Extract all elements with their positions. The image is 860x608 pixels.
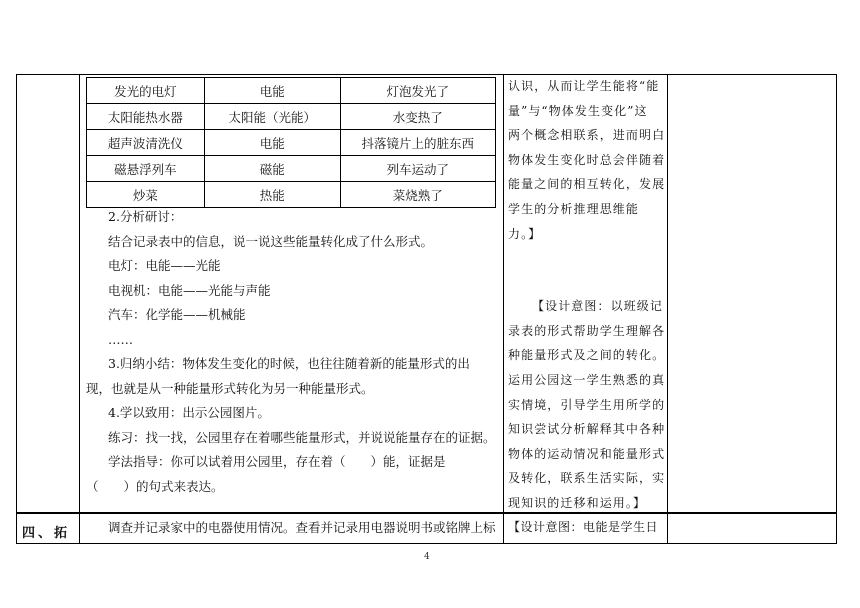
outer-right-border	[836, 74, 837, 544]
text-line: 汽车：化学能——机械能	[108, 307, 246, 322]
text-line: 电视机：电能——光能与声能	[108, 282, 271, 298]
section-text: 调查并记录家中的电器使用情况。查看并记录用电器说明书或铭牌上标	[108, 520, 496, 535]
table-row	[87, 78, 496, 104]
table-row	[87, 156, 496, 182]
table-cell: 菜烧熟了	[340, 182, 495, 208]
table-cell: 磁悬浮列车	[87, 156, 205, 182]
table-cell: 抖落镜片上的脏东西	[340, 130, 495, 156]
page-number: 4	[424, 552, 430, 562]
table-cell: 水变热了	[340, 104, 495, 130]
table-cell: 电能	[204, 78, 340, 104]
text-line: 电灯：电能——光能	[108, 258, 221, 273]
text-line: 物体发生变化时总会伴随着	[508, 152, 666, 167]
text-line: 实情境，引导学生用所学的	[508, 397, 666, 412]
text-line: 两个概念相联系，进而明白	[508, 128, 666, 143]
section-design-intent: 【设计意图：电能是学生日	[508, 520, 659, 534]
text-line: 2.分析研讨：	[108, 209, 183, 224]
text-line: 结合记录表中的信息，说一说这些能量转化成了什么形式。	[108, 233, 434, 249]
table-row	[87, 182, 496, 208]
text-line: 能量之间的相互转化，发展	[508, 177, 666, 192]
text-line: 力。】	[508, 226, 542, 241]
col-divider-2	[503, 74, 504, 544]
text-line: 量”与“物体发生变化”这	[508, 103, 648, 118]
text-line: 运用公园这一学生熟悉的真	[508, 372, 666, 387]
table-cell: 炒菜	[87, 182, 205, 208]
text-line: 现，也就是从一种能量形式转化为另一种能量形式。	[86, 380, 374, 396]
text-line: 录表的形式帮助学生理解各	[508, 323, 666, 338]
col-divider-1	[79, 74, 80, 544]
table-row	[87, 104, 496, 130]
text-line: 练习：找一找，公园里存在着哪些能量形式，并说说能量存在的证据。	[108, 429, 496, 445]
text-line: 种能量形式及之间的转化。	[508, 348, 666, 363]
table-cell: 太阳能热水器	[87, 104, 205, 130]
text-line: 学生的分析推理思维能	[508, 201, 640, 216]
outer-left-border	[16, 74, 17, 544]
section-label: 四、拓	[22, 526, 71, 541]
text-line: 现知识的迁移和运用。】	[508, 495, 647, 510]
table-cell: 热能	[204, 182, 340, 208]
spacer	[508, 246, 660, 294]
table-cell: 太阳能（光能）	[204, 104, 340, 130]
text-line: 知识尝试分析解释其中各种	[508, 422, 666, 437]
text-line: 学法指导：你可以试着用公园里，存在着（ ）能，证据是	[108, 454, 446, 469]
design-intent-column	[508, 74, 666, 516]
text-line: 3.归纳小结：物体发生变化的时候，也往往随着新的能量形式的出	[108, 356, 470, 371]
top-border	[16, 74, 837, 75]
text-line: 及转化，联系生活实际，实	[508, 471, 666, 486]
table-cell: 超声波清洗仪	[87, 130, 205, 156]
bottom-border	[16, 543, 837, 544]
text-line: 物体的运动情况和能量形式	[508, 446, 666, 461]
text-line: ……	[108, 331, 133, 347]
text-line: 4.学以致用：出示公园图片。	[108, 405, 270, 420]
text-line: （ ）的句式来表达。	[86, 478, 224, 494]
table-cell: 电能	[204, 130, 340, 156]
row-divider	[16, 512, 837, 514]
table-cell: 列车运动了	[340, 156, 495, 182]
table-row	[87, 130, 496, 156]
table-cell: 灯泡发光了	[340, 78, 495, 104]
table-cell: 磁能	[204, 156, 340, 182]
energy-record-table	[86, 77, 496, 208]
text-line: 认识，从而让学生能将“能	[508, 79, 660, 93]
lesson-body-text	[86, 205, 498, 499]
table-cell: 发光的电灯	[87, 78, 205, 104]
col-divider-3	[667, 74, 668, 544]
text-line: 【设计意图：以班级记	[532, 299, 664, 314]
